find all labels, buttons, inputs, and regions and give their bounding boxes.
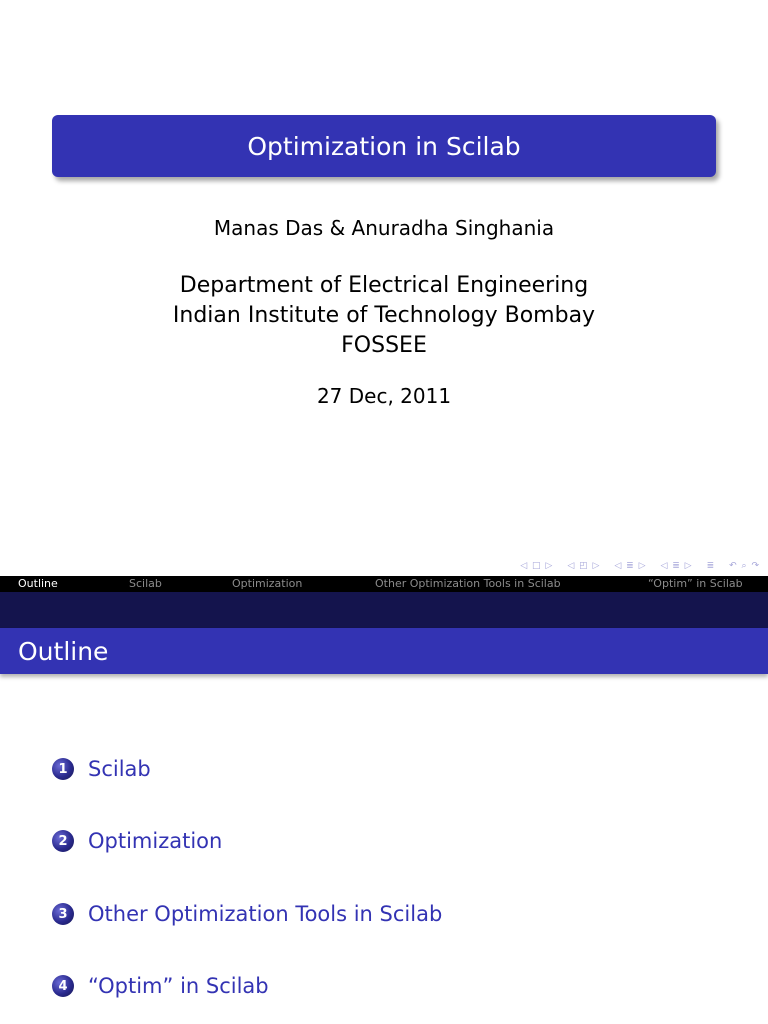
- author-line: Manas Das & Anuradha Singhania: [213, 216, 555, 240]
- outline-slide: [0, 576, 768, 1024]
- frame-title-bar: [0, 628, 768, 674]
- nav-slide-icon[interactable]: ◁ □ ▷: [520, 561, 554, 571]
- toc-item-other-tools[interactable]: [52, 902, 442, 926]
- institute-line-university: Indian Institute of Technology Bombay: [172, 303, 596, 328]
- toc-item-optimization[interactable]: [52, 829, 222, 853]
- nav-search-icon[interactable]: ↶ ⌕ ↷: [729, 561, 760, 571]
- header-band: [0, 592, 768, 628]
- nav-section-icon[interactable]: ◁ ≣ ▷: [660, 561, 693, 571]
- navigation-symbols: [520, 561, 760, 571]
- section-navigation-bar: [0, 576, 768, 592]
- toc-item-label: “Optim” in Scilab: [88, 974, 269, 998]
- headline-section-other-tools[interactable]: Other Optimization Tools in Scilab: [375, 577, 561, 590]
- headline-section-optim[interactable]: “Optim” in Scilab: [648, 577, 743, 590]
- toc-item-scilab[interactable]: [52, 757, 151, 781]
- toc-item-label: Optimization: [88, 829, 223, 853]
- institute-line-department: Department of Electrical Engineering: [179, 273, 589, 298]
- toc-number-ball-icon: 4: [52, 975, 74, 997]
- toc-number-ball-icon: 1: [52, 758, 74, 780]
- nav-document-icon[interactable]: ≣: [706, 561, 716, 571]
- toc-number-ball-icon: 2: [52, 830, 74, 852]
- toc-item-label: Scilab: [88, 757, 151, 781]
- title-box: [52, 115, 716, 177]
- toc-item-optim[interactable]: [52, 974, 269, 998]
- headline-section-scilab[interactable]: Scilab: [129, 577, 162, 590]
- nav-subsection-icon[interactable]: ◁ ≣ ▷: [614, 561, 647, 571]
- institute-block: [0, 271, 768, 361]
- presentation-date: 27 Dec, 2011: [316, 384, 452, 408]
- nav-frame-icon[interactable]: ◁ ◰ ▷: [567, 561, 601, 571]
- presentation-title: Optimization in Scilab: [247, 131, 521, 161]
- toc-number-ball-icon: 3: [52, 903, 74, 925]
- institute-line-fossee: FOSSEE: [341, 333, 427, 358]
- headline-section-optimization[interactable]: Optimization: [232, 577, 303, 590]
- toc-item-label: Other Optimization Tools in Scilab: [88, 902, 443, 926]
- headline-section-outline[interactable]: Outline: [18, 577, 58, 590]
- frame-title: Outline: [18, 636, 109, 666]
